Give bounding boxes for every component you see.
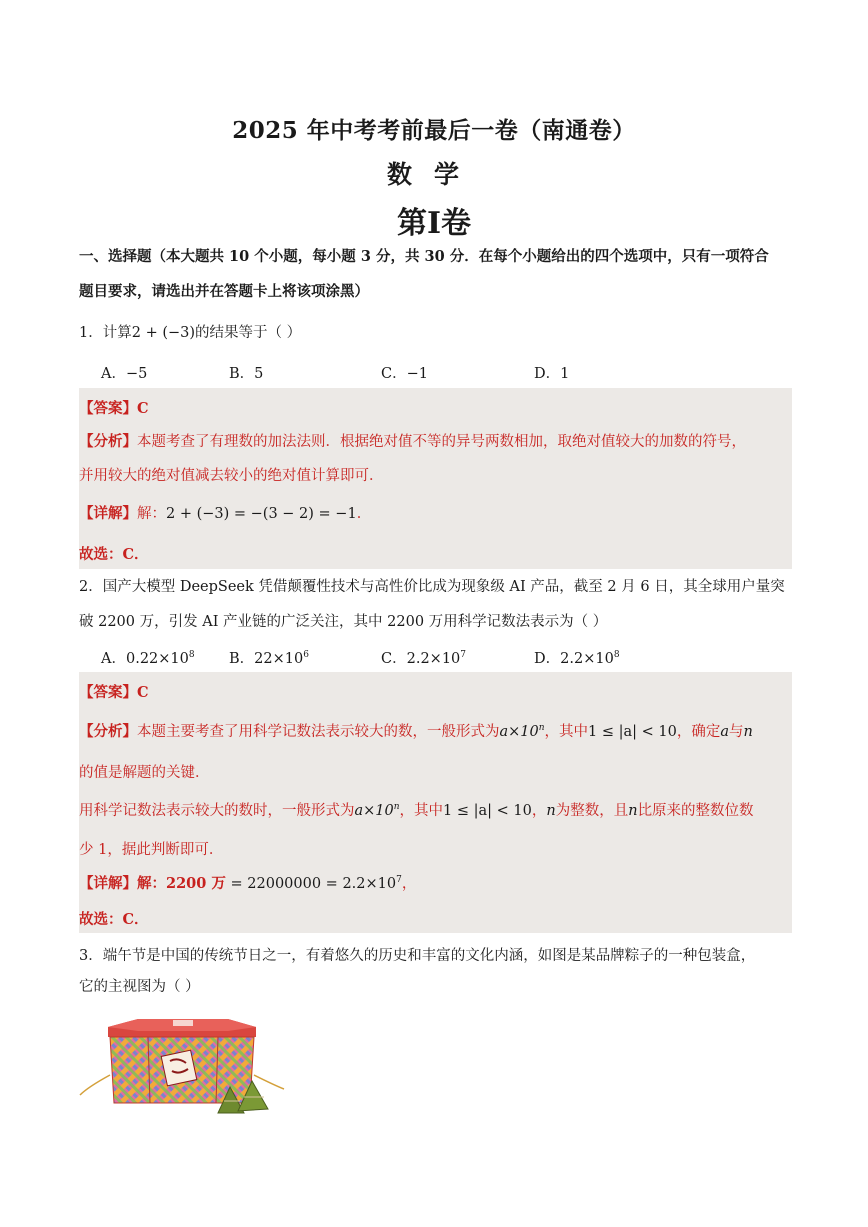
q2-detail-tag: 【详解】 <box>79 875 137 892</box>
q1-prefix: 1．计算 <box>79 325 132 341</box>
q1-answer-tag: 【答案】 <box>79 400 137 417</box>
q2-option-d-label: D． <box>534 651 561 667</box>
zongzi-box-figure <box>78 1015 286 1115</box>
q1-detail-tag: 【详解】 <box>79 505 137 522</box>
q2-analysis-line1 <box>79 720 753 741</box>
q2-rule-a: 用科学记数法表示较大的数时，一般形式为 <box>79 803 355 819</box>
q2-answer-panel <box>79 672 792 933</box>
q3-stem-line1: 3．端午节是中国的传统节日之一，有着悠久的历史和丰富的文化内涵，如图是某品牌粽子的一种包装盒， <box>79 948 756 964</box>
q2-option-c-exp: 7 <box>460 650 467 660</box>
q2-rule-var-n: n <box>546 803 556 819</box>
q2-detail-b: = 22000000 = 2.2×10 <box>225 876 397 892</box>
q2-rule-d: 为整数，且 <box>555 803 629 819</box>
q2-option-d-exp: 8 <box>613 650 620 660</box>
q2-detail-exp: 7 <box>396 875 402 885</box>
section-heading-line1: 一、选择题（本大题共 10 个小题，每小题 3 分，共 30 分．在每个小题给出的四个选项中，只有一项符合 <box>79 248 769 265</box>
q1-stem <box>79 323 301 343</box>
q2-conclusion: 故选：C． <box>79 911 149 928</box>
section-heading-line2: 题目要求，请选出并在答题卡上将该项涂黑） <box>79 283 369 300</box>
q2-detail <box>79 872 416 893</box>
q2-analysis-a: 本题主要考查了用科学记数法表示较大的数，一般形式为 <box>137 724 500 740</box>
q1-detail <box>79 502 371 523</box>
q1-detail-end: ． <box>356 506 372 522</box>
q2-form-exp: n <box>538 723 545 733</box>
q2-rule-e: 比原来的整数位数 <box>637 803 754 819</box>
q1-answer-value: C <box>137 400 149 417</box>
q1-analysis-tag: 【分析】 <box>79 433 137 450</box>
exam-title: 2025 年中考考前最后一卷（南通卷） <box>232 117 636 144</box>
q2-answer <box>79 681 149 702</box>
string-left <box>80 1075 110 1095</box>
q1-conclusion: 故选：C． <box>79 546 149 563</box>
string-right <box>254 1075 284 1089</box>
q1-suffix: 的结果等于（ ） <box>195 325 302 341</box>
q2-detail-end: ， <box>401 876 417 892</box>
q2-form-base: a×10 <box>499 724 539 740</box>
q1-answer <box>79 397 149 418</box>
q2-analysis-tag: 【分析】 <box>79 723 137 740</box>
q2-option-b <box>229 647 309 668</box>
q1-analysis-line2: 并用较大的绝对值减去较小的绝对值计算即可． <box>79 468 384 484</box>
q2-rule-range: 1 ≤ |a| < 10 <box>443 803 532 819</box>
q2-form <box>500 724 545 740</box>
q2-rule-line2: 少 1，据此判断即可． <box>79 842 224 858</box>
q2-option-c-label: C． <box>381 651 407 667</box>
q1-option-a: A．−5 <box>101 366 148 382</box>
q2-option-b-base: 22×10 <box>254 651 304 667</box>
q1-option-d: D．1 <box>534 366 570 382</box>
q2-detail-a: 解：2200 万 <box>137 875 226 892</box>
q2-rule-b: ，其中 <box>399 803 444 819</box>
q2-option-c-base: 2.2×10 <box>406 651 461 667</box>
q2-option-d <box>534 647 620 668</box>
q2-option-a-base: 0.22×10 <box>125 651 189 667</box>
q2-rule-line1 <box>79 799 754 820</box>
q2-rule-form <box>355 803 400 819</box>
q2-rule-var-n2: n <box>628 803 638 819</box>
q2-option-b-exp: 6 <box>303 650 309 660</box>
q2-analysis-d: 与 <box>729 724 744 740</box>
q1-detail-prefix: 解： <box>137 506 166 522</box>
q2-analysis-line2: 的值是解题的关键． <box>79 765 210 781</box>
q2-var-n: n <box>743 724 753 740</box>
q2-analysis-c: ，确定 <box>676 724 721 740</box>
q1-expr: 2 + (−3) <box>131 325 196 341</box>
q1-option-c: C．−1 <box>381 366 428 382</box>
q1-answer-panel <box>79 388 792 569</box>
q2-answer-value: C <box>137 684 149 701</box>
q3-stem-line2: 它的主视图为（ ） <box>79 979 200 995</box>
q2-rule-form-exp: n <box>393 802 400 812</box>
q1-detail-expr: 2 + (−3) = −(3 − 2) = −1 <box>166 506 357 522</box>
subject-title: 数学 <box>386 160 481 189</box>
q2-option-d-base: 2.2×10 <box>560 651 614 667</box>
volume-title: 第I卷 <box>396 206 472 241</box>
q2-rule-c: ， <box>531 803 547 819</box>
q1-analysis-text: 本题考查了有理数的加法法则．根据绝对值不等的异号两数相加，取绝对值较大的加数的符号， <box>137 434 746 450</box>
q2-range: 1 ≤ |a| < 10 <box>588 724 677 740</box>
q2-var-a: a <box>720 724 730 740</box>
q1-analysis-line1 <box>79 430 746 451</box>
q2-answer-tag: 【答案】 <box>79 684 137 701</box>
q2-option-a-label: A． <box>101 651 126 667</box>
q2-option-c <box>381 647 466 668</box>
q2-option-a-exp: 8 <box>188 650 195 660</box>
q2-rule-form-base: a×10 <box>354 803 394 819</box>
q2-stem-line1: 2．国产大模型 DeepSeek 凭借颠覆性技术与高性价比成为现象级 AI 产品，截至 2 月 6 日，其全球用户量突 <box>79 579 785 595</box>
q2-option-b-label: B． <box>229 651 255 667</box>
q2-analysis-b: ，其中 <box>544 724 589 740</box>
box-emblem <box>161 1050 197 1086</box>
q1-option-b: B．5 <box>229 366 264 382</box>
box-lid-label <box>173 1020 193 1026</box>
q2-stem-line2: 破 2200 万，引发 AI 产业链的广泛关注，其中 2200 万用科学记数法表示为（ ） <box>79 614 608 630</box>
q2-option-a <box>101 647 195 668</box>
